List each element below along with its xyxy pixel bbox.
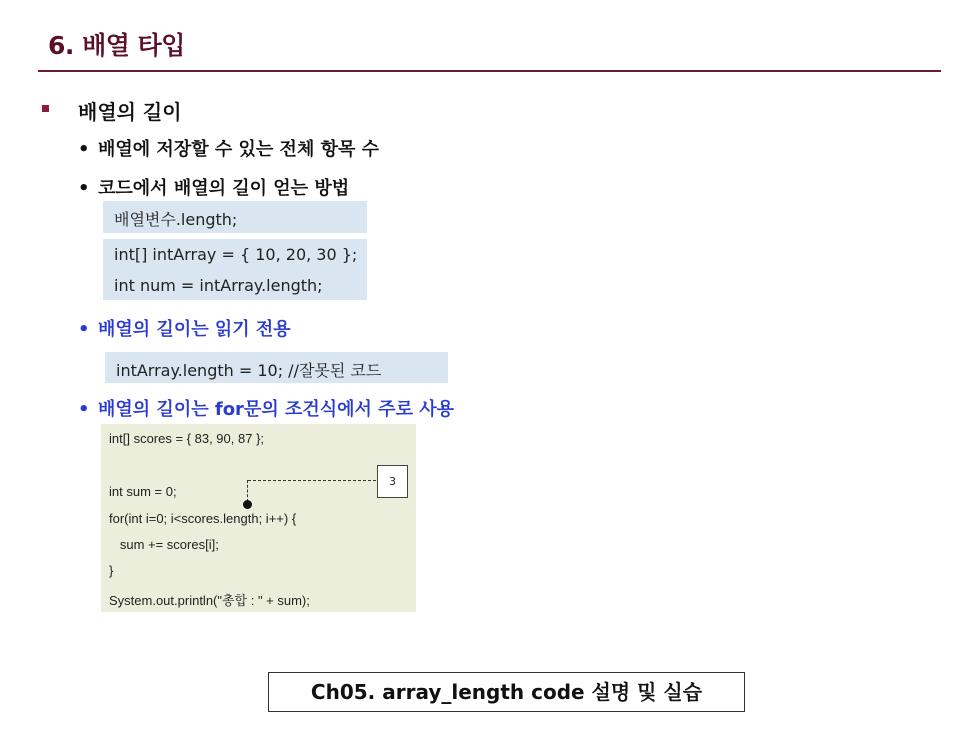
section-heading: 배열의 길이 (78, 100, 182, 124)
code-block-syntax (103, 201, 367, 233)
title-divider (38, 70, 941, 72)
code-line: 배열변수.length; (114, 210, 238, 229)
code-block-example (103, 239, 367, 300)
bullet-icon: • (78, 178, 90, 199)
bullet-icon: • (78, 399, 90, 420)
callout-anchor-dot (243, 500, 252, 509)
callout-value-box: 3 (377, 465, 408, 498)
footer-caption: Ch05. array_length code 설명 및 실습 (268, 672, 745, 712)
code-line: } (109, 563, 114, 578)
square-bullet-icon (42, 105, 49, 112)
list-item (78, 135, 379, 161)
code-line: int[] scores = { 83, 90, 87 }; (109, 431, 265, 446)
list-item-text: 배열의 길이는 for문의 조건식에서 주로 사용 (98, 399, 455, 420)
list-item (78, 315, 291, 341)
callout-leader-line (248, 480, 376, 481)
code-block-readonly (105, 352, 448, 383)
code-block-for-loop (101, 424, 416, 612)
code-line: intArray.length = 10; //잘못된 코드 (116, 361, 382, 380)
code-line: for(int i=0; i<scores.length; i++) { (109, 511, 297, 526)
list-item-text: 코드에서 배열의 길이 얻는 방법 (98, 178, 350, 199)
callout-leader-line-vertical (247, 480, 248, 502)
slide-title: 6. 배열 타입 (48, 31, 185, 60)
list-item (78, 395, 454, 421)
code-line: sum += scores[i]; (109, 537, 219, 552)
list-item (78, 174, 349, 200)
code-line: int sum = 0; (109, 484, 177, 499)
code-line: int num = intArray.length; (114, 276, 323, 295)
bullet-icon: • (78, 319, 90, 340)
list-item-text: 배열의 길이는 읽기 전용 (98, 319, 291, 340)
code-line: System.out.println("총합 : " + sum); (109, 593, 310, 608)
bullet-icon: • (78, 139, 90, 160)
code-line: int[] intArray = { 10, 20, 30 }; (114, 245, 358, 264)
list-item-text: 배열에 저장할 수 있는 전체 항목 수 (98, 139, 380, 160)
